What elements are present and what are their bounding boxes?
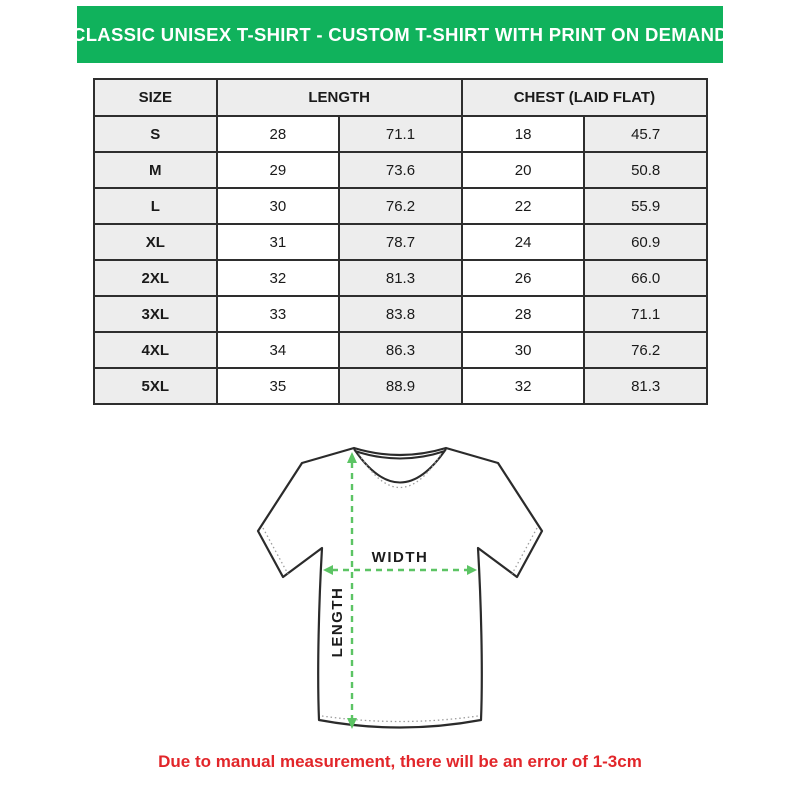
chest-in-cell: 22 (462, 188, 585, 224)
size-cell: 3XL (94, 296, 217, 332)
chest-cm-cell: 55.9 (584, 188, 707, 224)
length-cm-cell: 76.2 (339, 188, 462, 224)
tshirt-measurement-diagram (230, 435, 570, 755)
length-cm-cell: 88.9 (339, 368, 462, 404)
chest-in-cell: 28 (462, 296, 585, 332)
chest-cm-cell: 60.9 (584, 224, 707, 260)
size-cell: L (94, 188, 217, 224)
length-in-cell: 28 (217, 116, 340, 152)
length-cm-cell: 71.1 (339, 116, 462, 152)
title-banner (72, 6, 728, 63)
table-row (94, 368, 707, 404)
length-in-cell: 32 (217, 260, 340, 296)
length-label: LENGTH (329, 586, 346, 658)
chest-cm-cell: 66.0 (584, 260, 707, 296)
length-in-cell: 30 (217, 188, 340, 224)
chest-in-cell: 32 (462, 368, 585, 404)
tshirt-outline (258, 448, 542, 728)
chest-in-cell: 20 (462, 152, 585, 188)
length-in-cell: 33 (217, 296, 340, 332)
table-row (94, 260, 707, 296)
length-cm-cell: 83.8 (339, 296, 462, 332)
tshirt-illustration (230, 435, 570, 755)
size-cell: M (94, 152, 217, 188)
table-row (94, 116, 707, 152)
length-cm-cell: 86.3 (339, 332, 462, 368)
header-chest: CHEST (LAID FLAT) (462, 79, 707, 116)
table-header-row (94, 79, 707, 116)
table-row (94, 188, 707, 224)
length-in-cell: 29 (217, 152, 340, 188)
chest-in-cell: 18 (462, 116, 585, 152)
header-size: SIZE (94, 79, 217, 116)
size-table-container (93, 78, 708, 405)
header-length: LENGTH (217, 79, 462, 116)
table-row (94, 224, 707, 260)
length-in-cell: 34 (217, 332, 340, 368)
table-row (94, 296, 707, 332)
chest-in-cell: 26 (462, 260, 585, 296)
chest-cm-cell: 71.1 (584, 296, 707, 332)
length-in-cell: 31 (217, 224, 340, 260)
chest-cm-cell: 50.8 (584, 152, 707, 188)
chest-in-cell: 24 (462, 224, 585, 260)
size-cell: S (94, 116, 217, 152)
length-cm-cell: 81.3 (339, 260, 462, 296)
size-cell: 5XL (94, 368, 217, 404)
size-cell: XL (94, 224, 217, 260)
length-in-cell: 35 (217, 368, 340, 404)
size-cell: 4XL (94, 332, 217, 368)
width-label: WIDTH (371, 549, 429, 566)
length-cm-cell: 73.6 (339, 152, 462, 188)
chest-cm-cell: 76.2 (584, 332, 707, 368)
chest-cm-cell: 81.3 (584, 368, 707, 404)
measurement-error-note: Due to manual measurement, there will be an error of 1-3cm (158, 752, 642, 771)
chest-in-cell: 30 (462, 332, 585, 368)
page-title: CLASSIC UNISEX T-SHIRT - CUSTOM T-SHIRT WITH PRINT ON DEMAND (72, 23, 728, 45)
table-row (94, 152, 707, 188)
chest-cm-cell: 45.7 (584, 116, 707, 152)
table-row (94, 332, 707, 368)
size-cell: 2XL (94, 260, 217, 296)
length-cm-cell: 78.7 (339, 224, 462, 260)
size-table (93, 78, 708, 405)
